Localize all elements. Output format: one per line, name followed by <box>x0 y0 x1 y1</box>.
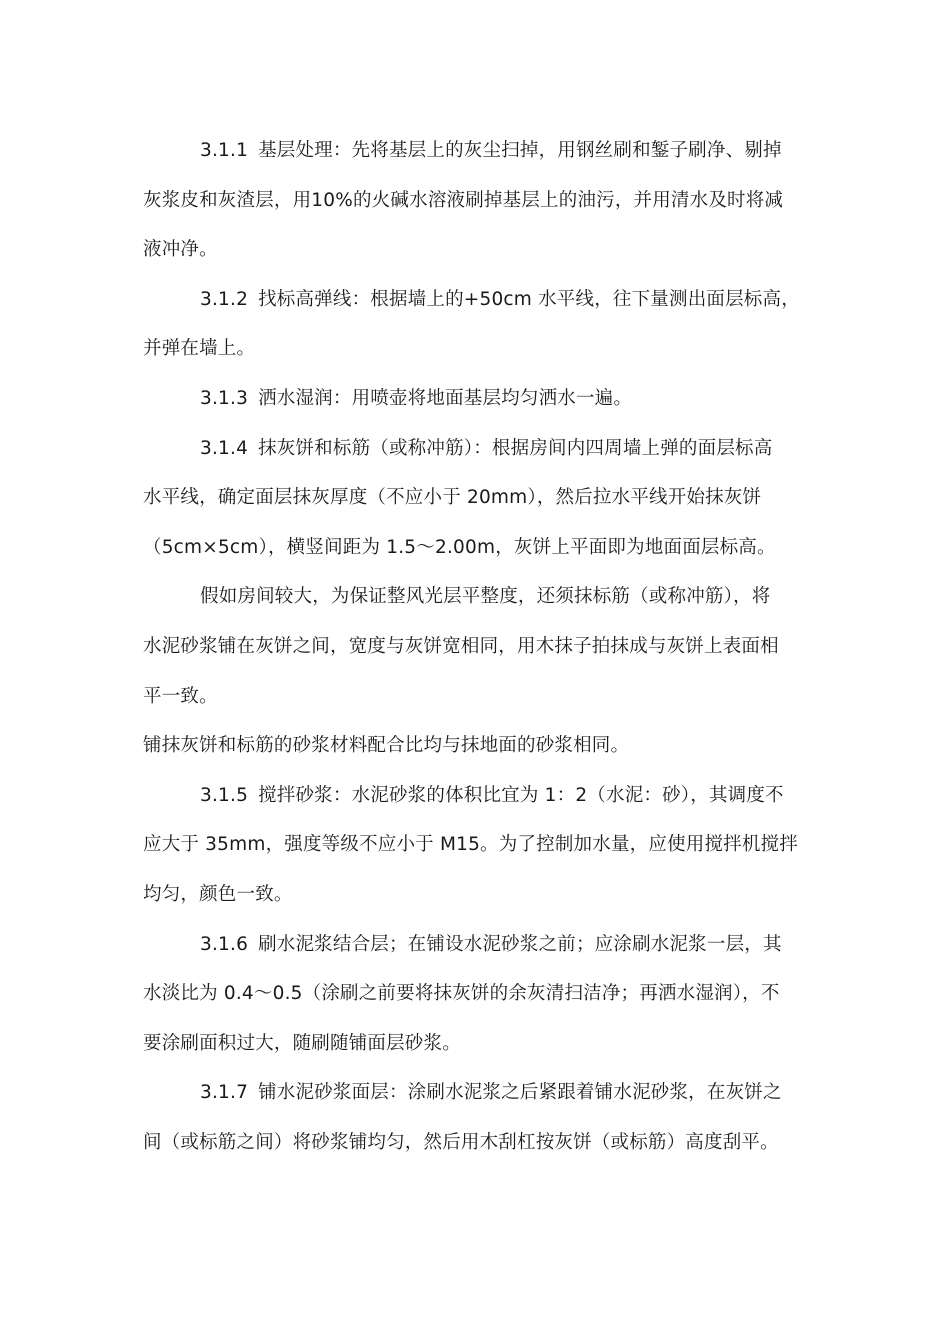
text-line: 假如房间较大，为保证整风光层平整度，还须抹标筋（或称冲筋），将 <box>200 586 771 608</box>
section-number: 3.1.5 <box>200 784 249 806</box>
text-line: 并弹在墙上。 <box>143 338 256 360</box>
section-number: 3.1.7 <box>200 1082 249 1104</box>
text-line-content: 铺水泥砂浆面层：涂刷水泥浆之后紧跟着铺水泥砂浆，在灰饼之 <box>258 1082 782 1104</box>
paragraph-3-1-3 <box>143 374 809 424</box>
text-line-content: 刷水泥浆结合层；在铺设水泥砂浆之前；应涂刷水泥浆一层，其 <box>258 933 782 955</box>
text-line-content: 抹灰饼和标筋（或称冲筋）：根据房间内四周墙上弹的面层标高 <box>258 437 773 459</box>
text-line: 均匀，颜色一致。 <box>143 883 293 905</box>
text-line <box>143 424 809 474</box>
section-number: 3.1.6 <box>200 933 249 955</box>
text-line: 水泥砂浆铺在灰饼之间，宽度与灰饼宽相同，用木抹子拍抹成与灰饼上表面相 <box>143 635 779 657</box>
text-line-content: 洒水湿润：用喷壶将地面基层均匀洒水一遍。 <box>258 387 633 409</box>
text-line <box>143 374 809 424</box>
text-line <box>143 126 809 176</box>
paragraph-large-room <box>143 572 809 721</box>
text-line: 水平线，确定面层抹灰厚度（不应小于 20mm），然后拉水平线开始抹灰饼 <box>143 487 762 509</box>
section-number: 3.1.4 <box>200 437 249 459</box>
text-line-content: 搅拌砂浆：水泥砂浆的体积比宜为 1：2（水泥：砂），其调度不 <box>258 784 784 806</box>
text-line-content: 找标高弹线：根据墙上的+50cm 水平线，往下量测出面层标高， <box>258 288 800 310</box>
paragraph-mortar-ratio <box>143 721 809 771</box>
text-line: （5cm×5cm），横竖间距为 1.5～2.00m，灰饼上平面即为地面面层标高。 <box>143 536 776 558</box>
text-line: 铺抹灰饼和标筋的砂浆材料配合比均与抹地面的砂浆相同。 <box>143 735 630 757</box>
paragraph-3-1-5 <box>143 771 809 920</box>
text-line: 灰浆皮和灰渣层，用10%的火碱水溶液刷掉基层上的油污，并用清水及时将减 <box>143 189 784 211</box>
paragraph-3-1-1 <box>143 126 809 275</box>
paragraph-3-1-6 <box>143 920 809 1069</box>
text-line: 液冲净。 <box>143 239 218 261</box>
text-line <box>143 1068 809 1118</box>
text-line-content: 基层处理：先将基层上的灰尘扫掉，用钢丝刷和錾子刷净、剔掉 <box>258 140 782 161</box>
text-line <box>143 920 809 970</box>
section-number: 3.1.3 <box>200 387 249 409</box>
document-body <box>143 126 809 1167</box>
text-line: 间（或标筋之间）将砂浆铺均匀，然后用木刮杠按灰饼（或标筋）高度刮平。 <box>143 1131 779 1153</box>
paragraph-3-1-2 <box>143 275 809 374</box>
paragraph-3-1-4 <box>143 424 809 573</box>
text-line: 应大于 35mm，强度等级不应小于 M15。为了控制加水量，应使用搅拌机搅拌 <box>143 834 798 856</box>
text-line <box>143 275 809 325</box>
section-number: 3.1.1 <box>200 140 249 161</box>
text-line: 平一致。 <box>143 685 218 707</box>
section-number: 3.1.2 <box>200 288 249 310</box>
text-line: 水淡比为 0.4～0.5（涂刷之前要将抹灰饼的余灰清扫洁净；再洒水湿润），不 <box>143 983 780 1005</box>
paragraph-3-1-7 <box>143 1068 809 1167</box>
text-line: 要涂刷面积过大，随刷随铺面层砂浆。 <box>143 1032 461 1054</box>
text-line <box>143 771 809 821</box>
